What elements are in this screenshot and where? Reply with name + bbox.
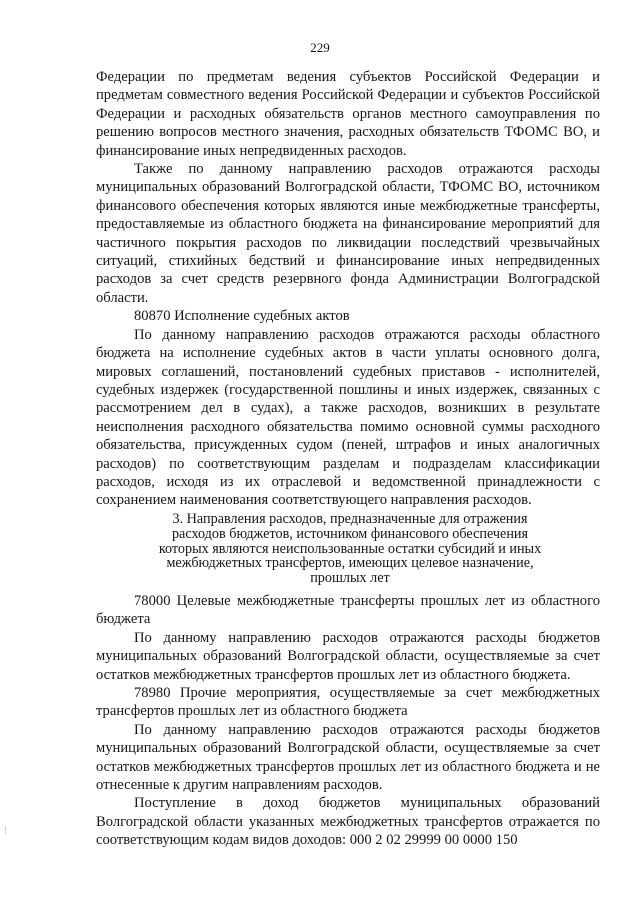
scan-margin-mark bbox=[5, 826, 6, 834]
text-block-top bbox=[96, 68, 600, 510]
section-heading: 3. Направления расходов, предназначенные для отражения расходов бюджетов, источником финансового обеспечения которых являются неиспользованные остатки субсидий и иных межбюджетных трансфертов, имеющих целевое назначение, прошлых лет bbox=[158, 511, 542, 587]
subheading-78000: 78000 Целевые межбюджетные трансферты прошлых лет из областного бюджета bbox=[96, 593, 600, 628]
paragraph: Федерации по предметам ведения субъектов Российской Федерации и предметам совместного ведения Российской Федерации и субъектов Российской Федерации и расходных обязательств органов местного самоуправления по решению вопросов местного значения, расходных обязательств ТФОМС ВО, и финансирование иных непредвиденных расходов. bbox=[96, 69, 600, 159]
paragraph: По данному направлению расходов отражаются расходы областного бюджета на исполнение судебных актов в части уплаты основного долга, мировых соглашений, постановлений судебных приставов - исполнителей, судебных издержек (государственной пошлины и иных издержек, связанных с рассмотрением дел в судах), а также расходов, возникших в результате неисполнения расходного обязательства помимо основной суммы расходного обязательства, присужденных судом (пеней, штрафов и иных аналогичных расходов) по соответствующим разделам и подразделам классификации расходов, исходя из их отраслевой и ведомственной принадлежности с сохранением наименования соответствующего направления расходов. bbox=[96, 326, 600, 509]
text-block-bottom bbox=[96, 592, 600, 850]
paragraph: По данному направлению расходов отражаются расходы бюджетов муниципальных образований Волгоградской области, осуществляемые за счет остатков межбюджетных трансфертов прошлых лет из областного бюджета. bbox=[96, 629, 600, 683]
paragraph: По данному направлению расходов отражаются расходы бюджетов муниципальных образований Волгоградской области, осуществляемые за счет остатков межбюджетных трансфертов прошлых лет из областного бюджета и не отнесенные к другим направлениям расходов. bbox=[96, 721, 600, 794]
page-number: 229 bbox=[310, 40, 330, 55]
subheading-80870: 80870 Исполнение судебных актов bbox=[134, 308, 350, 325]
subheading-78980: 78980 Прочие мероприятия, осуществляемые за счет межбюджетных трансфертов прошлых лет из областного бюджета bbox=[96, 685, 600, 720]
paragraph: Также по данному направлению расходов отражаются расходы муниципальных образований Волгоградской области, ТФОМС ВО, источником финансового обеспечения которых являются иные межбюджетные трансферты, предоставляемые из областного бюджета на финансирование мероприятий для частичного покрытия расходов по ликвидации последствий чрезвычайных ситуаций, стихийных бедствий и финансирование иных непредвиденных расходов за счет средств резервного фонда Администрации Волгоградской области. bbox=[96, 161, 600, 306]
paragraph: Поступление в доход бюджетов муниципальных образований Волгоградской области указанных межбюджетных трансфертов отражается по соответствующим кодам видов доходов: 000 2 02 29999 00 0000 150 bbox=[96, 795, 600, 849]
